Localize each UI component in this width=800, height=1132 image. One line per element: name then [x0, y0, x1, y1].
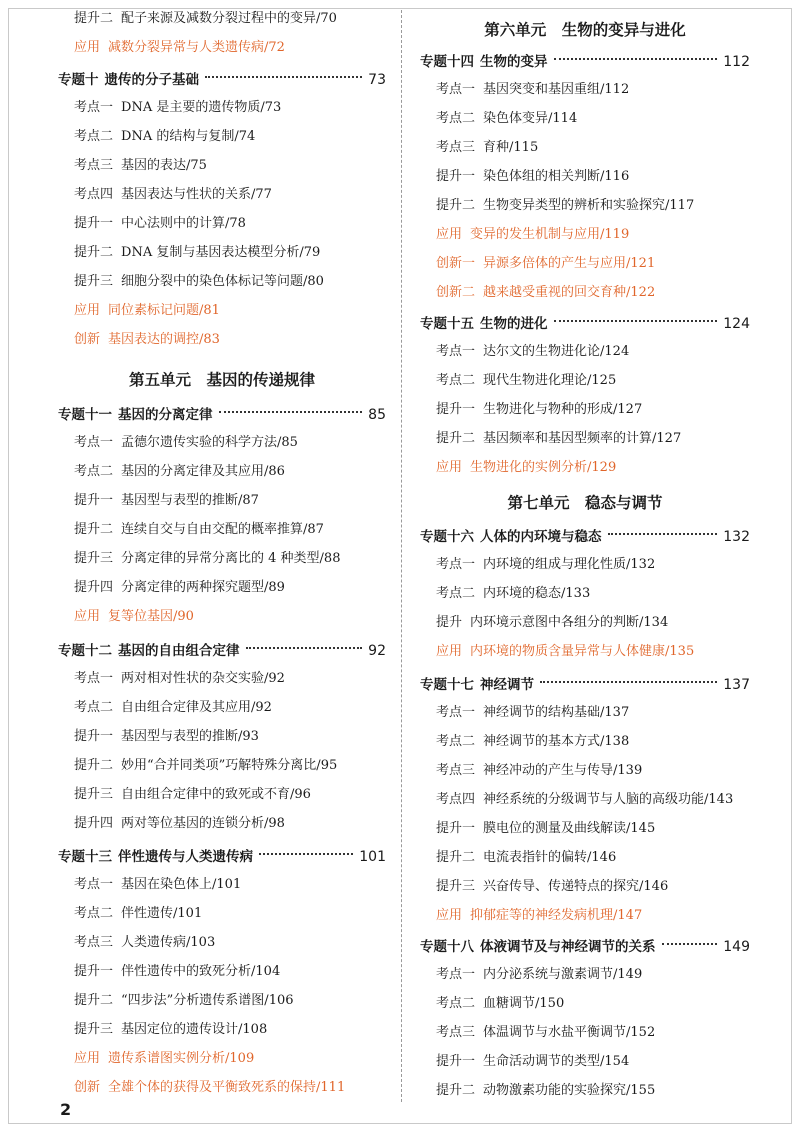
- topic-page: 132: [723, 529, 750, 545]
- topic-page: 112: [723, 54, 750, 70]
- toc-entry[interactable]: [420, 551, 750, 579]
- column-divider: [401, 10, 402, 1102]
- entry-text: 基因的分离定律及其应用/86: [121, 464, 285, 479]
- dot-leader: [246, 647, 363, 649]
- topic-label: 专题十五: [420, 316, 474, 332]
- toc-entry[interactable]: [420, 338, 750, 366]
- topic-page: 85: [368, 407, 386, 423]
- entry-text: 配子来源及减数分裂过程中的变异/70: [121, 11, 337, 26]
- toc-entry[interactable]: [58, 239, 386, 267]
- entry-tag: 提升四: [74, 816, 114, 831]
- entry-text: 基因定位的遗传设计/108: [121, 1022, 268, 1037]
- entry-tag: 提升二: [74, 758, 114, 773]
- entry-text: 体温调节与水盐平衡调节/152: [483, 1025, 656, 1040]
- topic-title: 神经调节: [480, 677, 534, 693]
- toc-entry[interactable]: [420, 580, 750, 608]
- entry-text: 基因的表达/75: [121, 158, 207, 173]
- entry-text: 孟德尔遗传实验的科学方法/85: [121, 435, 298, 450]
- entry-tag: 提升三: [74, 787, 114, 802]
- entry-tag: 提升二: [74, 522, 114, 537]
- entry-tag: 应用: [436, 227, 463, 242]
- entry-text: 膜电位的测量及曲线解读/145: [483, 821, 656, 836]
- entry-text: 分离定律的异常分离比的 4 种类型/88: [121, 551, 341, 566]
- entry-text: 复等位基因/90: [108, 609, 194, 624]
- toc-entry[interactable]: [58, 297, 386, 325]
- entry-text: 内环境的物质含量异常与人体健康/135: [470, 644, 695, 659]
- topic-heading[interactable]: [420, 48, 750, 76]
- entry-text: 神经调节的结构基础/137: [483, 705, 630, 720]
- dot-leader: [662, 943, 718, 945]
- unit-heading: 第六单元 生物的变异与进化: [484, 21, 686, 39]
- toc-entry[interactable]: [58, 665, 386, 693]
- toc-entry[interactable]: [420, 163, 750, 191]
- toc-entry[interactable]: [58, 723, 386, 751]
- toc-entry[interactable]: [58, 429, 386, 457]
- entry-text: 基因型与表型的推断/87: [121, 493, 259, 508]
- entry-tag: 创新: [74, 1080, 101, 1095]
- entry-tag: 考点一: [436, 82, 476, 97]
- entry-tag: 提升二: [74, 245, 114, 260]
- toc-entry[interactable]: [420, 961, 750, 989]
- entry-text: 电流表指针的偏转/146: [483, 850, 617, 865]
- entry-tag: 提升一: [74, 493, 114, 508]
- topic-title: 体液调节及与神经调节的关系: [480, 939, 656, 955]
- topic-heading[interactable]: [420, 523, 750, 551]
- toc-entry[interactable]: [420, 873, 750, 901]
- topic-label: 专题十七: [420, 677, 474, 693]
- topic-heading[interactable]: [58, 637, 386, 665]
- topic-title: 伴性遗传与人类遗传病: [118, 849, 253, 865]
- entry-text: 变异的发生机制与应用/119: [470, 227, 630, 242]
- topic-label: 专题十六: [420, 529, 474, 545]
- entry-tag: 考点三: [436, 763, 476, 778]
- toc-entry[interactable]: [420, 134, 750, 162]
- toc-entry[interactable]: [420, 221, 750, 249]
- entry-text: 神经冲动的产生与传导/139: [483, 763, 643, 778]
- topic-label: 专题十八: [420, 939, 474, 955]
- toc-entry[interactable]: [420, 728, 750, 756]
- toc-entry[interactable]: [58, 516, 386, 544]
- toc-entry[interactable]: [58, 5, 386, 33]
- toc-entry[interactable]: [420, 1019, 750, 1047]
- topic-heading[interactable]: [58, 66, 386, 94]
- entry-tag: 提升一: [74, 729, 114, 744]
- topic-title: 生物的变异: [480, 54, 548, 70]
- toc-entry[interactable]: [58, 752, 386, 780]
- toc-entry[interactable]: [58, 929, 386, 957]
- topic-title: 生物的进化: [480, 316, 548, 332]
- entry-tag: 提升二: [436, 1083, 476, 1098]
- entry-text: 兴奋传导、传递特点的探究/146: [483, 879, 669, 894]
- entry-tag: 提升一: [436, 402, 476, 417]
- entry-tag: 提升一: [436, 1054, 476, 1069]
- dot-leader: [540, 681, 717, 683]
- toc-entry[interactable]: [420, 367, 750, 395]
- toc-entry[interactable]: [58, 958, 386, 986]
- topic-label: 专题十二: [58, 643, 112, 659]
- toc-entry[interactable]: [420, 454, 750, 482]
- entry-text: 生物进化与物种的形成/127: [483, 402, 643, 417]
- entry-text: 生物进化的实例分析/129: [470, 460, 617, 475]
- entry-text: 遗传系谱图实例分析/109: [108, 1051, 255, 1066]
- entry-text: 基因频率和基因型频率的计算/127: [483, 431, 682, 446]
- entry-tag: 提升三: [74, 274, 114, 289]
- entry-text: 越来越受重视的回交育种/122: [483, 285, 656, 300]
- toc-entry[interactable]: [58, 1016, 386, 1044]
- toc-entry[interactable]: [58, 694, 386, 722]
- toc-entry[interactable]: [420, 990, 750, 1018]
- entry-tag: 考点四: [436, 792, 476, 807]
- toc-entry[interactable]: [420, 699, 750, 727]
- topic-title: 基因的分离定律: [118, 407, 213, 423]
- topic-page: 137: [723, 677, 750, 693]
- entry-text: 同位素标记问题/81: [108, 303, 220, 318]
- dot-leader: [205, 76, 362, 78]
- toc-entry[interactable]: [420, 902, 750, 930]
- toc-entry[interactable]: [420, 279, 750, 307]
- entry-tag: 提升四: [74, 580, 114, 595]
- entry-text: 两对等位基因的连锁分析/98: [121, 816, 285, 831]
- dot-leader: [259, 853, 353, 855]
- toc-entry[interactable]: [58, 268, 386, 296]
- entry-text: 内分泌系统与激素调节/149: [483, 967, 643, 982]
- topic-page: 101: [359, 849, 386, 865]
- entry-tag: 提升一: [74, 216, 114, 231]
- entry-text: 自由组合定律及其应用/92: [121, 700, 272, 715]
- entry-tag: 考点三: [436, 1025, 476, 1040]
- toc-entry[interactable]: [58, 987, 386, 1015]
- entry-tag: 考点一: [74, 671, 114, 686]
- entry-text: 神经系统的分级调节与人脑的高级功能/143: [483, 792, 734, 807]
- topic-page: 73: [368, 72, 386, 88]
- entry-tag: 创新二: [436, 285, 476, 300]
- entry-text: 伴性遗传/101: [121, 906, 203, 921]
- entry-text: 生物变异类型的辨析和实验探究/117: [483, 198, 695, 213]
- topic-label: 专题十四: [420, 54, 474, 70]
- entry-tag: 考点二: [436, 734, 476, 749]
- entry-text: 异源多倍体的产生与应用/121: [483, 256, 656, 271]
- entry-tag: 考点二: [74, 700, 114, 715]
- entry-tag: 应用: [436, 908, 463, 923]
- entry-text: 基因突变和基因重组/112: [483, 82, 630, 97]
- entry-text: DNA 是主要的遗传物质/73: [121, 100, 282, 115]
- toc-entry[interactable]: [420, 638, 750, 666]
- entry-text: 内环境的组成与理化性质/132: [483, 557, 656, 572]
- entry-text: 细胞分裂中的染色体标记等问题/80: [121, 274, 324, 289]
- toc-entry[interactable]: [58, 871, 386, 899]
- entry-tag: 提升三: [74, 551, 114, 566]
- topic-page: 124: [723, 316, 750, 332]
- toc-entry[interactable]: [420, 76, 750, 104]
- toc-entry[interactable]: [420, 757, 750, 785]
- entry-text: 基因型与表型的推断/93: [121, 729, 259, 744]
- entry-tag: 考点二: [436, 996, 476, 1011]
- entry-tag: 考点四: [74, 187, 114, 202]
- entry-text: 抑郁症等的神经发病机理/147: [470, 908, 643, 923]
- toc-entry[interactable]: [420, 815, 750, 843]
- toc-entry[interactable]: [58, 603, 386, 631]
- topic-heading[interactable]: [58, 401, 386, 429]
- entry-text: 生命活动调节的类型/154: [483, 1054, 630, 1069]
- toc-entry[interactable]: [58, 900, 386, 928]
- entry-tag: 考点一: [436, 967, 476, 982]
- entry-text: 基因表达与性状的关系/77: [121, 187, 272, 202]
- dot-leader: [219, 411, 363, 413]
- toc-entry[interactable]: [58, 545, 386, 573]
- entry-text: 分离定律的两种探究题型/89: [121, 580, 285, 595]
- toc-entry[interactable]: [58, 94, 386, 122]
- entry-tag: 提升: [436, 615, 463, 630]
- entry-text: 基因在染色体上/101: [121, 877, 242, 892]
- entry-text: 达尔文的生物进化论/124: [483, 344, 630, 359]
- toc-entry[interactable]: [420, 425, 750, 453]
- topic-label: 专题十三: [58, 849, 112, 865]
- toc-entry[interactable]: [420, 105, 750, 133]
- entry-tag: 考点一: [436, 705, 476, 720]
- entry-tag: 提升二: [74, 11, 114, 26]
- entry-tag: 考点一: [74, 435, 114, 450]
- entry-tag: 提升二: [436, 198, 476, 213]
- topic-title: 遗传的分子基础: [104, 72, 199, 88]
- entry-text: DNA 复制与基因表达模型分析/79: [121, 245, 321, 260]
- entry-tag: 考点一: [74, 100, 114, 115]
- toc-entry[interactable]: [420, 786, 750, 814]
- toc-entry[interactable]: [420, 844, 750, 872]
- entry-tag: 创新一: [436, 256, 476, 271]
- toc-entry[interactable]: [420, 1048, 750, 1076]
- toc-entry[interactable]: [58, 123, 386, 151]
- dot-leader: [554, 320, 718, 322]
- entry-text: 染色体组的相关判断/116: [483, 169, 630, 184]
- entry-tag: 提升二: [436, 431, 476, 446]
- entry-tag: 应用: [74, 609, 101, 624]
- topic-label: 专题十一: [58, 407, 112, 423]
- entry-text: 伴性遗传中的致死分析/104: [121, 964, 281, 979]
- toc-entry[interactable]: [58, 781, 386, 809]
- entry-tag: 考点二: [436, 586, 476, 601]
- entry-tag: 考点二: [74, 129, 114, 144]
- entry-text: 中心法则中的计算/78: [121, 216, 246, 231]
- toc-entry[interactable]: [58, 810, 386, 838]
- entry-text: 自由组合定律中的致死或不育/96: [121, 787, 311, 802]
- entry-tag: 创新: [74, 332, 101, 347]
- entry-text: 人类遗传病/103: [121, 935, 216, 950]
- entry-tag: 提升二: [436, 850, 476, 865]
- entry-text: 两对相对性状的杂交实验/92: [121, 671, 285, 686]
- entry-tag: 应用: [436, 644, 463, 659]
- topic-page: 149: [723, 939, 750, 955]
- topic-page: 92: [368, 643, 386, 659]
- entry-text: 现代生物进化理论/125: [483, 373, 617, 388]
- toc-entry[interactable]: [420, 396, 750, 424]
- entry-tag: 应用: [436, 460, 463, 475]
- entry-tag: 应用: [74, 303, 101, 318]
- toc-entry[interactable]: [58, 181, 386, 209]
- topic-heading[interactable]: [420, 310, 750, 338]
- entry-text: 血糖调节/150: [483, 996, 565, 1011]
- entry-text: 全雄个体的获得及平衡致死系的保持/111: [108, 1080, 346, 1095]
- toc-entry[interactable]: [420, 192, 750, 220]
- entry-text: 神经调节的基本方式/138: [483, 734, 630, 749]
- entry-tag: 应用: [74, 1051, 101, 1066]
- toc-entry[interactable]: [420, 1077, 750, 1105]
- entry-text: DNA 的结构与复制/74: [121, 129, 256, 144]
- entry-text: 内环境示意图中各组分的判断/134: [470, 615, 669, 630]
- dot-leader: [554, 58, 718, 60]
- entry-tag: 提升一: [436, 169, 476, 184]
- topic-heading[interactable]: [420, 671, 750, 699]
- entry-text: 连续自交与自由交配的概率推算/87: [121, 522, 324, 537]
- entry-text: 基因表达的调控/83: [108, 332, 220, 347]
- entry-tag: 考点一: [436, 557, 476, 572]
- unit-heading: 第七单元 稳态与调节: [507, 494, 663, 512]
- toc-entry[interactable]: [58, 152, 386, 180]
- toc-entry[interactable]: [58, 1045, 386, 1073]
- entry-tag: 考点二: [436, 111, 476, 126]
- entry-tag: 考点一: [436, 344, 476, 359]
- toc-entry[interactable]: [58, 487, 386, 515]
- toc-entry[interactable]: [58, 34, 386, 62]
- entry-tag: 提升三: [436, 879, 476, 894]
- toc-entry[interactable]: [58, 326, 386, 354]
- entry-text: 育种/115: [483, 140, 539, 155]
- entry-tag: 提升一: [436, 821, 476, 836]
- entry-text: 动物激素功能的实验探究/155: [483, 1083, 656, 1098]
- dot-leader: [608, 533, 718, 535]
- entry-text: 减数分裂异常与人类遗传病/72: [108, 40, 285, 55]
- entry-tag: 考点一: [74, 877, 114, 892]
- toc-entry[interactable]: [58, 210, 386, 238]
- toc-entry[interactable]: [420, 609, 750, 637]
- topic-label: 专题十: [58, 72, 99, 88]
- entry-tag: 考点三: [436, 140, 476, 155]
- topic-heading[interactable]: [420, 933, 750, 961]
- entry-text: 妙用“合并同类项”巧解特殊分离比/95: [121, 758, 338, 773]
- toc-entry[interactable]: [58, 1074, 386, 1102]
- topic-title: 人体的内环境与稳态: [480, 529, 602, 545]
- entry-tag: 考点二: [436, 373, 476, 388]
- page-number: 2: [60, 1100, 72, 1119]
- entry-tag: 应用: [74, 40, 101, 55]
- entry-tag: 考点二: [74, 464, 114, 479]
- entry-tag: 提升一: [74, 964, 114, 979]
- toc-entry[interactable]: [58, 458, 386, 486]
- unit-heading: 第五单元 基因的传递规律: [128, 371, 315, 389]
- topic-heading[interactable]: [58, 843, 386, 871]
- entry-tag: 考点三: [74, 158, 114, 173]
- entry-tag: 考点三: [74, 935, 114, 950]
- entry-tag: 提升二: [74, 993, 114, 1008]
- entry-text: 内环境的稳态/133: [483, 586, 591, 601]
- toc-entry[interactable]: [420, 250, 750, 278]
- toc-entry[interactable]: [58, 574, 386, 602]
- entry-tag: 考点二: [74, 906, 114, 921]
- topic-title: 基因的自由组合定律: [118, 643, 240, 659]
- entry-tag: 提升三: [74, 1022, 114, 1037]
- entry-text: 染色体变异/114: [483, 111, 578, 126]
- entry-text: “四步法”分析遗传系谱图/106: [121, 993, 294, 1008]
